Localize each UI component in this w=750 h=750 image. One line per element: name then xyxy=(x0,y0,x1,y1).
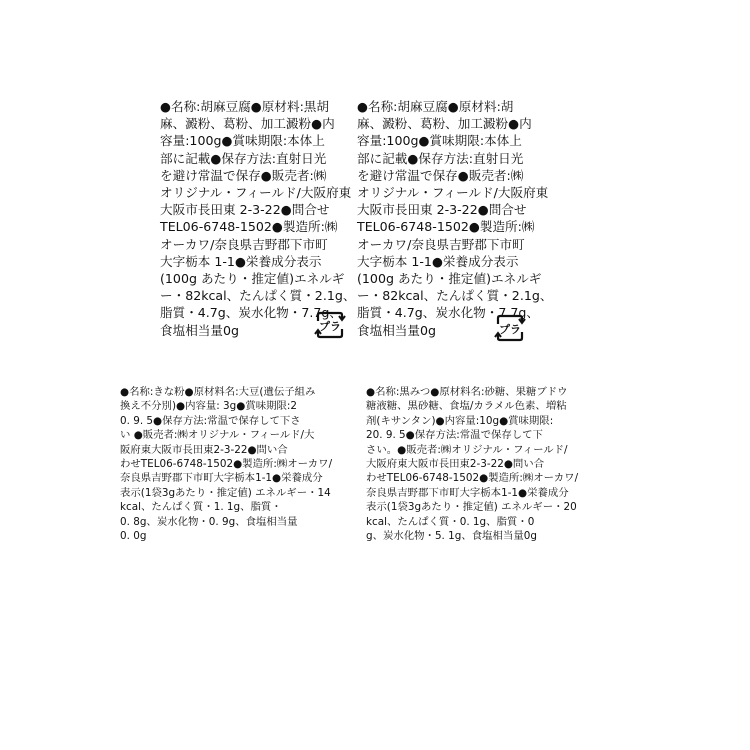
recycle-pura-icon xyxy=(314,310,346,340)
label-kuromitsu xyxy=(366,385,578,543)
label-line: ●名称:胡麻豆腐●原材料:胡 xyxy=(357,99,514,114)
label-line: g、炭水化物・5. 1g、食塩相当量0g xyxy=(366,530,537,543)
label-line: を避け常温で保存●販売者:㈱ xyxy=(357,167,524,183)
label-line: オリジナル・フィールド/大阪府東 xyxy=(160,185,352,201)
label-line: 食塩相当量0g xyxy=(357,322,436,338)
label-line: 表示(1袋3gあたり・推定値) エネルギー・20 xyxy=(366,501,577,514)
label-text xyxy=(357,98,552,339)
label-line: 食塩相当量0g xyxy=(160,322,239,338)
label-line: 容量:100g●賞味期限:本体上 xyxy=(357,133,522,149)
label-line: 奈良県吉野郡下市町大字栃本1-1●栄養成分 xyxy=(366,486,569,499)
label-line: TEL06-6748-1502●製造所:㈱ xyxy=(357,219,535,235)
label-line: を避け常温で保存●販売者:㈱ xyxy=(160,167,327,183)
label-line: TEL06-6748-1502●製造所:㈱ xyxy=(160,219,338,235)
label-line: わせTEL06-6748-1502●製造所:㈱オーカワ/ xyxy=(366,472,579,485)
label-line: 0. 9. 5●保存方法:常温で保存して下さ xyxy=(120,414,301,427)
label-line: 0. 8g、炭水化物・0. 9g、食塩相当量 xyxy=(120,515,298,528)
label-line: 脂質・4.7g、炭水化物・7.7g、 xyxy=(357,305,539,321)
recycle-mark-text: プラ xyxy=(499,323,521,336)
label-text xyxy=(120,385,332,543)
label-line: わせTEL06-6748-1502●製造所:㈱オーカワ/ xyxy=(120,458,333,471)
label-line: い ●販売者:㈱オリジナル・フィールド/大 xyxy=(120,429,315,442)
recycle-mark-text: プラ xyxy=(319,320,341,333)
label-line: (100g あたり・推定値)エネルギ xyxy=(160,271,345,287)
label-line: ●名称:きな粉●原材料名:大豆(遺伝子組み xyxy=(120,386,316,398)
recycle-pura-icon-graphic xyxy=(494,313,526,343)
label-line: 表示(1袋3gあたり・推定値) エネルギー・14 xyxy=(120,486,331,499)
label-kinako xyxy=(120,385,332,543)
recycle-pura-icon-graphic xyxy=(314,310,346,340)
label-goma-tofu-2 xyxy=(357,98,552,339)
label-text xyxy=(366,385,578,543)
label-line: 奈良県吉野郡下市町大字栃本1-1●栄養成分 xyxy=(120,472,323,485)
label-line: ー・82kcal、たんぱく質・2.1g、 xyxy=(160,288,356,304)
label-line: 容量:100g●賞味期限:本体上 xyxy=(160,133,325,149)
label-line: ー・82kcal、たんぱく質・2.1g、 xyxy=(357,288,553,304)
label-goma-tofu xyxy=(160,98,355,339)
label-line: ●名称:黒みつ●原材料名:砂糖、果糖ブドウ xyxy=(366,386,568,398)
label-text xyxy=(160,98,355,339)
label-line: 部に記載●保存方法:直射日光 xyxy=(160,150,327,166)
label-line: オーカワ/奈良県吉野郡下市町 xyxy=(160,236,328,252)
label-line: 脂質・4.7g、炭水化物・7.7g、 xyxy=(160,305,342,321)
label-line: (100g あたり・推定値)エネルギ xyxy=(357,271,542,287)
label-line: 大阪府東大阪市長田東2-3-22●問い合 xyxy=(366,458,545,471)
label-line: 大字栃本 1-1●栄養成分表示 xyxy=(357,253,519,269)
label-line: 大阪市長田東 2-3-22●問合せ xyxy=(357,202,527,218)
label-line: kcal、たんぱく質・0. 1g、脂質・0 xyxy=(366,515,535,528)
label-line: kcal、たんぱく質・1. 1g、脂質・ xyxy=(120,501,282,514)
label-line: 阪府東大阪市長田東2-3-22●問い合 xyxy=(120,443,288,456)
label-line: 20. 9. 5●保存方法:常温で保存して下 xyxy=(366,429,543,442)
recycle-pura-icon xyxy=(494,313,526,343)
label-line: 部に記載●保存方法:直射日光 xyxy=(357,150,524,166)
label-line: 換え不分別)●内容量: 3g●賞味期限:2 xyxy=(120,400,297,413)
label-line: オリジナル・フィールド/大阪府東 xyxy=(357,185,549,201)
label-line: 糖液糖、黒砂糖、食塩/カラメル色素、増粘 xyxy=(366,400,567,413)
label-line: 剤(キサンタン)●内容量:10g●賞味期限: xyxy=(366,414,554,427)
label-line: さい。●販売者:㈱オリジナル・フィールド/ xyxy=(366,443,568,456)
label-line: ●名称:胡麻豆腐●原材料:黒胡 xyxy=(160,99,329,114)
label-line: 麻、澱粉、葛粉、加工澱粉●内 xyxy=(357,116,532,132)
label-line: 大字栃本 1-1●栄養成分表示 xyxy=(160,253,322,269)
label-line: 麻、澱粉、葛粉、加工澱粉●内 xyxy=(160,116,335,132)
label-line: オーカワ/奈良県吉野郡下市町 xyxy=(357,236,525,252)
label-line: 大阪市長田東 2-3-22●問合せ xyxy=(160,202,330,218)
label-line: 0. 0g xyxy=(120,530,147,543)
